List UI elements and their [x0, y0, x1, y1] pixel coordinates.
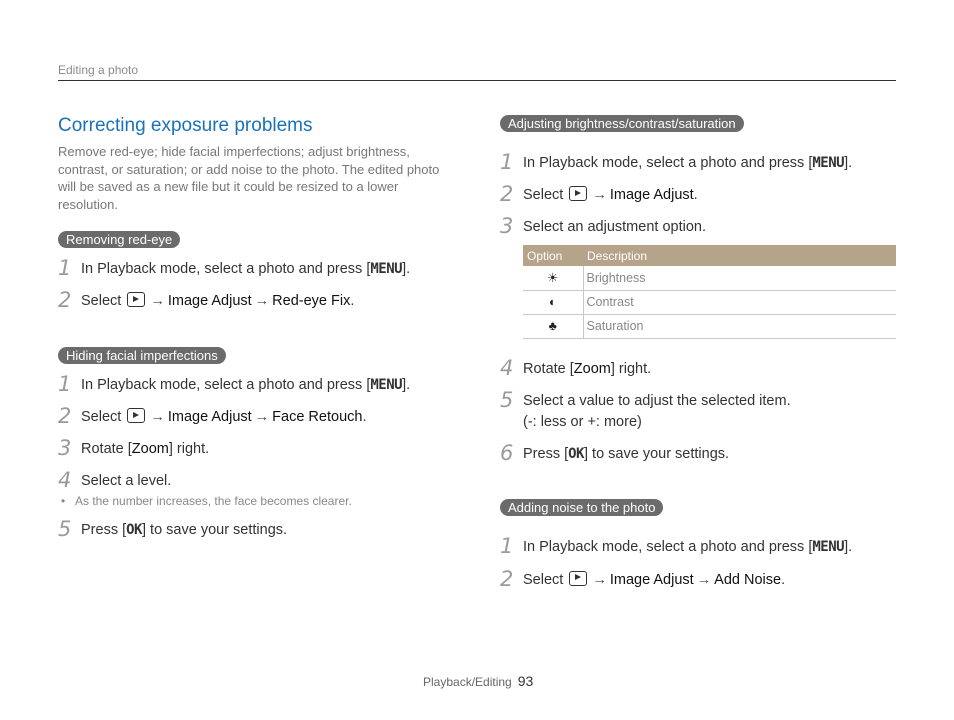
step-text: Select: [523, 187, 564, 203]
adjust-pill: Adjusting brightness/contrast/saturation: [500, 115, 744, 132]
step-text-end: ] to save your settings.: [583, 445, 730, 462]
table-row: [523, 266, 896, 290]
noise-section: [500, 499, 896, 591]
step-text-end: ].: [402, 261, 411, 277]
menu-key: MENU: [812, 155, 845, 171]
red-eye-section: [58, 231, 458, 312]
step-number: 1: [500, 533, 514, 558]
red-eye-pill: Removing red-eye: [58, 231, 180, 248]
step-5: [500, 387, 896, 433]
step-text-detail: (-: less or +: more): [523, 413, 642, 430]
brightness-icon: ☀: [523, 266, 583, 290]
step-2: [58, 404, 458, 428]
facial-pill: Hiding facial imperfections: [58, 347, 226, 364]
step-text-end: ] to save your settings.: [141, 522, 288, 538]
footer-section: Playback/Editing: [423, 675, 512, 689]
menu-item: Add Noise: [714, 571, 782, 588]
step-text-end: ].: [844, 538, 853, 555]
step-text: In Playback mode, select a photo and press [: [81, 377, 371, 393]
step-5: [58, 517, 458, 541]
step-text: Select a value to adjust the selected item.: [523, 392, 791, 409]
arrow-icon: →: [254, 293, 270, 309]
adjust-section: [500, 115, 896, 465]
zoom-key: Zoom: [131, 441, 169, 457]
menu-item: Image Adjust: [167, 293, 252, 309]
playback-icon: [127, 292, 145, 307]
arrow-icon: →: [592, 187, 607, 203]
step-text-end: ].: [844, 155, 853, 171]
right-column: [500, 115, 896, 591]
table-row: [523, 314, 896, 338]
step-4: [58, 468, 458, 492]
options-table: [523, 245, 896, 339]
step-number: 1: [500, 150, 514, 174]
menu-key: MENU: [812, 538, 845, 555]
step-2: [58, 288, 458, 312]
zoom-key: Zoom: [573, 360, 611, 377]
step-text: Press [: [81, 522, 127, 538]
step-1: [500, 533, 896, 558]
step-text-end: ] right.: [610, 360, 652, 377]
step-note: • As the number increases, the face becomes clearer.: [35, 494, 458, 508]
step-text: Select an adjustment option.: [523, 219, 706, 235]
menu-item: Face Retouch: [272, 409, 363, 425]
step-1: [500, 150, 896, 174]
ok-key: OK: [568, 445, 584, 462]
step-number: 3: [500, 214, 514, 238]
table-cell-description: Contrast: [583, 290, 896, 314]
step-number: 2: [500, 566, 514, 591]
step-number: 5: [58, 517, 72, 541]
noise-pill: Adding noise to the photo: [500, 499, 663, 516]
step-text: Select: [523, 571, 564, 588]
playback-icon: [569, 186, 587, 201]
step-6: [500, 440, 896, 465]
step-text-end: .: [693, 187, 698, 203]
step-3: [58, 436, 458, 460]
column-header-description: Description: [583, 245, 896, 266]
step-text: Select a level.: [81, 473, 172, 489]
menu-item: Image Adjust: [609, 187, 694, 203]
menu-key: MENU: [370, 261, 403, 277]
page-footer: [423, 673, 533, 689]
arrow-icon: →: [150, 293, 165, 309]
step-text: In Playback mode, select a photo and press [: [523, 538, 813, 555]
section-title: Correcting exposure problems: [58, 115, 313, 136]
left-column: [58, 115, 458, 541]
step-number: 2: [58, 404, 72, 428]
arrow-icon: →: [254, 409, 270, 425]
table-cell-description: Saturation: [583, 314, 896, 338]
step-number: 3: [58, 436, 72, 460]
saturation-icon: ♣: [523, 314, 583, 338]
step-text: Select: [81, 293, 122, 309]
step-text-end: .: [350, 293, 355, 309]
menu-item: Image Adjust: [167, 409, 252, 425]
header-divider: [58, 80, 896, 81]
page-number: 93: [517, 673, 534, 689]
step-text: Rotate [: [81, 441, 132, 457]
menu-key: MENU: [370, 377, 403, 393]
step-2: [500, 182, 896, 206]
playback-icon: [569, 571, 587, 586]
step-3: [500, 214, 896, 238]
menu-item: Red-eye Fix: [272, 293, 351, 309]
table-row: [523, 290, 896, 314]
intro-paragraph: Remove red-eye; hide facial imperfections; adjust brightness, contrast, or saturation; or add noise to the photo. The edited photo will be saved as a new file but it could be resized to a lower resolution.: [58, 144, 440, 212]
step-text: Rotate [: [523, 360, 574, 377]
step-text: In Playback mode, select a photo and press [: [81, 261, 371, 277]
arrow-icon: →: [696, 571, 712, 588]
step-number: 6: [500, 440, 514, 465]
step-text: Press [: [523, 445, 569, 462]
step-number: 1: [58, 256, 72, 280]
step-text: In Playback mode, select a photo and press [: [523, 155, 813, 171]
column-header-option: Option: [523, 245, 583, 266]
step-number: 2: [58, 288, 72, 312]
ok-key: OK: [126, 522, 142, 538]
table-header-row: [523, 245, 896, 266]
step-number: 2: [500, 182, 514, 206]
step-number: 4: [58, 468, 72, 492]
step-text-end: .: [781, 571, 786, 588]
arrow-icon: →: [592, 571, 607, 588]
page-section-label: Editing a photo: [58, 63, 139, 77]
step-4: [500, 355, 896, 380]
step-text-end: .: [362, 409, 367, 425]
step-text-end: ] right.: [168, 441, 210, 457]
step-text: Select: [81, 409, 122, 425]
step-2: [500, 566, 896, 591]
playback-icon: [127, 408, 145, 423]
step-number: 4: [500, 355, 514, 380]
step-1: [58, 372, 458, 396]
step-number: 5: [500, 387, 514, 412]
step-1: [58, 256, 458, 280]
contrast-icon: ◐: [523, 290, 583, 314]
step-text-end: ].: [402, 377, 411, 393]
menu-item: Image Adjust: [609, 571, 694, 588]
facial-section: [58, 347, 458, 541]
table-cell-description: Brightness: [583, 266, 896, 290]
step-number: 1: [58, 372, 72, 396]
arrow-icon: →: [150, 409, 165, 425]
